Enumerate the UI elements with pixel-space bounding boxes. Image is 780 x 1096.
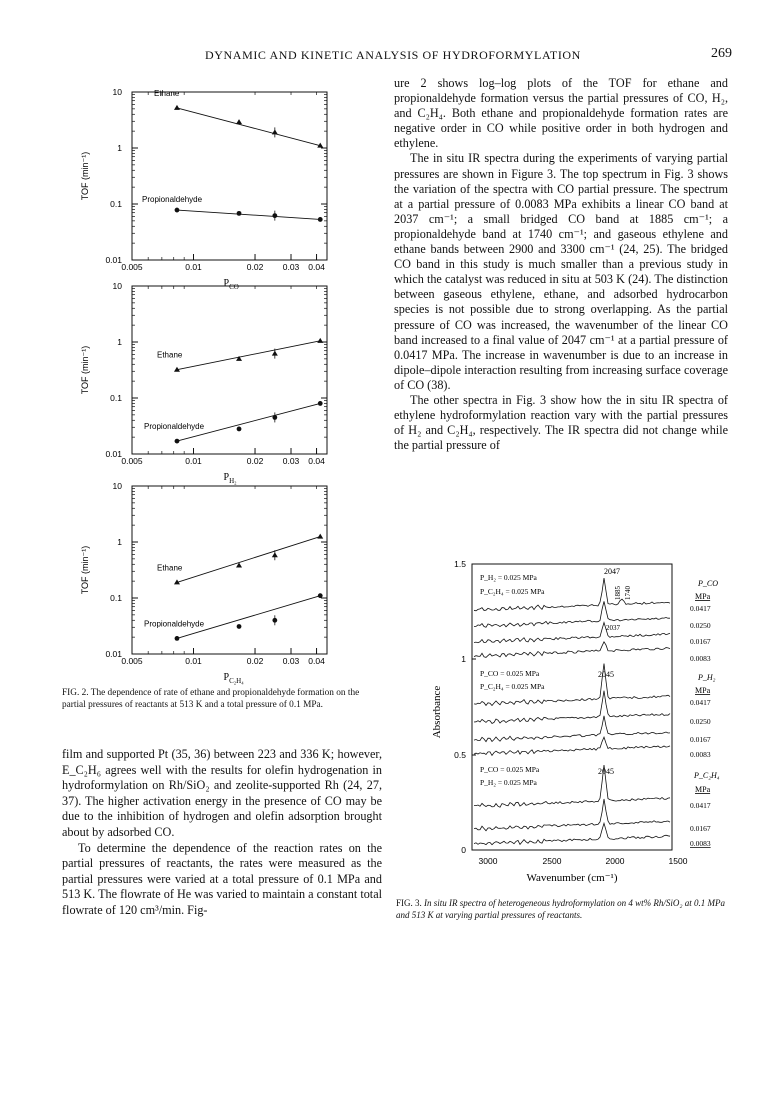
left-column-text: [62, 747, 382, 919]
data-point: [318, 217, 323, 222]
x-tick-label: 0.005: [121, 262, 143, 272]
series-line: [177, 210, 320, 219]
g3-level: 0.0083: [690, 839, 711, 848]
ir-spectrum-trace: [474, 601, 670, 627]
fig3-ytick: 0: [461, 845, 466, 855]
fig2-chart-svg: [72, 281, 362, 485]
fig3-xtick: 2500: [542, 856, 562, 866]
g2-level: 0.0250: [690, 717, 711, 726]
fig2-panel-co: [72, 87, 362, 291]
page-number: 269: [711, 46, 732, 61]
x-axis-label: $P_{H_2}$: [223, 472, 237, 485]
y-tick-label: 0.01: [105, 449, 122, 459]
data-point: [175, 439, 180, 444]
y-axis-label: TOF (min⁻¹): [80, 345, 90, 395]
running-title: DYNAMIC AND KINETIC ANALYSIS OF HYDROFORMYLATION: [205, 48, 581, 62]
data-point: [237, 624, 242, 629]
right-paragraph-1: ure 2 shows log–log plots of the TOF for ethane and propionaldehyde formation versus the partial pressures of CO, H₂, and C₂H₄. Both ethane and propionaldehyde formation rates are negative order in CO while positive order in both hydrogen and ethylene.: [394, 76, 728, 151]
series-label: Propionaldehyde: [144, 619, 205, 629]
x-tick-label: 0.005: [121, 456, 143, 466]
ir-spectrum-trace: [474, 642, 670, 658]
g2-level: 0.0167: [690, 735, 711, 744]
x-axis-label-sub: CO: [229, 283, 239, 291]
g1-level: 0.0083: [690, 654, 711, 663]
g3-cond1: P_CO = 0.025 MPa: [480, 765, 540, 774]
x-tick-label: 0.03: [282, 456, 300, 466]
x-axis-label-sub: C₂H₄: [229, 677, 244, 685]
fig3-xtick: 3000: [478, 856, 498, 866]
y-tick-label: 1: [117, 537, 122, 547]
series-label: Propionaldehyde: [144, 422, 205, 432]
fig3-ytick: 1: [461, 654, 466, 664]
series-label: Ethane: [157, 563, 183, 573]
fig3-caption-text: In situ IR spectra of heterogeneous hydroformylation on 4 wt% Rh/SiO₂ at 0.1 MPa and 513 K at varying partial pressures of reactants.: [396, 898, 725, 920]
fig2-panel-h2: [72, 281, 362, 485]
x-tick-label: 0.005: [121, 656, 143, 666]
series-label: Ethane: [154, 88, 180, 98]
g1-level: 0.0167: [690, 637, 711, 646]
fig3-spectra: [474, 578, 670, 845]
g1-peak: 2047: [604, 567, 620, 576]
y-tick-label: 0.1: [110, 393, 122, 403]
ir-spectrum-trace: [474, 623, 670, 643]
ir-spectrum-trace: [474, 716, 670, 742]
left-paragraph-1: film and supported Pt (35, 36) between 223 and 336 K; however, E_C₂H₆ agrees well with the results for olefin hydrogenation in hydroformylation on Rh/SiO₂ and zeolite-supported Rh (24, 27, 37). The higher activation energy in the presence of CO may be due to the inhibition of hydrogen and olefin adsorption brought about by adsorbed CO.: [62, 747, 382, 839]
data-point: [318, 593, 323, 598]
x-axis-label-sub: H₂: [229, 477, 237, 485]
fig3-ytick: 1.5: [454, 559, 466, 569]
ir-spectrum-trace: [474, 691, 670, 724]
fig3-ir-spectra: [428, 552, 758, 898]
data-point: [318, 401, 323, 406]
x-tick-label: 0.02: [246, 456, 264, 466]
data-point: [317, 534, 323, 539]
x-tick-label: 0.02: [246, 656, 264, 666]
data-point: [237, 211, 242, 216]
left-paragraph-2: To determine the dependence of the reaction rates on the partial pressures of reactants, the rates were measured as the partial pressures were varied at a total pressure of 0.1 MPa and 513 K. The flowrate of He was varied to maintain a constant total flowrate of 120 cm³/min. Fig-: [62, 840, 382, 917]
g3-level: 0.0167: [690, 824, 711, 833]
g2-unit: MPa: [695, 686, 711, 695]
right-column-text: [394, 76, 728, 453]
data-point: [237, 427, 242, 432]
fig3-ylabel: Absorbance: [431, 685, 443, 739]
g2-level: 0.0083: [690, 750, 711, 759]
g2-cond2: P_C₂H₄ = 0.025 MPa: [480, 682, 545, 691]
series-line: [177, 596, 320, 639]
y-tick-label: 1: [117, 143, 122, 153]
g1-level: 0.0417: [690, 604, 711, 613]
g1-peak2: 2037: [606, 624, 620, 632]
g2-level: 0.0417: [690, 698, 711, 707]
ir-spectrum-trace: [474, 823, 670, 844]
x-tick-label: 0.04: [308, 656, 325, 666]
g3-level: 0.0417: [690, 801, 711, 810]
g1-cond1: P_H₂ = 0.025 MPa: [480, 573, 537, 582]
data-point: [236, 119, 242, 124]
fig3-xtick: 1500: [668, 856, 688, 866]
series-label: Propionaldehyde: [142, 195, 203, 205]
fig3-frame: [472, 564, 672, 850]
g1-band-1885: 1885: [614, 586, 622, 600]
g2-peak: 2045: [598, 670, 614, 679]
series-line: [177, 341, 320, 370]
right-paragraph-3: The other spectra in Fig. 3 show how the in situ IR spectra of ethylene hydroformylation reaction vary with the partial pressures of H₂ and C₂H₄, respectively. The IR spectra did not change while the partial pressure of: [394, 392, 728, 453]
data-point: [317, 338, 323, 343]
g2-var: P_H₂: [698, 673, 716, 682]
fig3-ytick: 0.5: [454, 750, 466, 760]
fig2-caption-label: FIG. 2.: [62, 688, 89, 698]
y-tick-label: 0.01: [105, 649, 122, 659]
x-tick-label: 0.03: [282, 656, 300, 666]
x-tick-label: 0.03: [282, 262, 300, 272]
x-tick-label: 0.01: [185, 262, 202, 272]
fig2-chart-svg: [72, 87, 362, 291]
y-tick-label: 1: [117, 337, 122, 347]
x-tick-label: 0.04: [308, 456, 325, 466]
series-line: [177, 537, 320, 583]
fig2-caption-text: The dependence of rate of ethane and propionaldehyde formation on the partial pressures of reactants at 513 K and a total pressure of 0.1 MPa.: [62, 688, 360, 710]
y-tick-label: 10: [112, 87, 122, 97]
g3-cond2: P_H₂ = 0.025 MPa: [480, 778, 537, 787]
y-axis-label: TOF (min⁻¹): [80, 545, 90, 595]
y-tick-label: 0.1: [110, 199, 122, 209]
series-label: Ethane: [157, 350, 183, 360]
y-axis-label: TOF (min⁻¹): [80, 151, 90, 201]
x-tick-label: 0.01: [185, 656, 202, 666]
fig3-svg: [428, 552, 758, 898]
g1-var: P_CO: [698, 579, 718, 588]
x-tick-label: 0.02: [246, 262, 264, 272]
y-tick-label: 0.1: [110, 593, 122, 603]
x-tick-label: 0.01: [185, 456, 202, 466]
y-tick-label: 10: [112, 481, 122, 491]
g3-peak: 2045: [598, 767, 614, 776]
g1-level: 0.0250: [690, 621, 711, 630]
fig3-caption: [396, 898, 736, 922]
g1-cond2: P_C₂H₄ = 0.025 MPa: [480, 587, 545, 596]
fig3-caption-label: FIG. 3.: [396, 898, 422, 908]
fig3-xtick: 2000: [605, 856, 625, 866]
g3-unit: MPa: [695, 785, 711, 794]
y-tick-label: 10: [112, 281, 122, 291]
y-tick-label: 0.01: [105, 255, 122, 265]
data-point: [174, 105, 180, 110]
data-point: [175, 208, 180, 213]
fig3-xticks: [479, 856, 688, 866]
x-tick-label: 0.04: [308, 262, 325, 272]
g3-var: P_C₂H₄: [694, 771, 720, 780]
g1-unit: MPa: [695, 592, 711, 601]
right-paragraph-2: The in situ IR spectra during the experiments of varying partial pressures are shown in Figure 3. The top spectrum in Fig. 3 shows the variation of the spectra with CO partial pressure. The spectrum at a partial pressure of 0.0083 MPa exhibits a linear CO band at 2037 cm⁻¹; a small bridged CO band at 1885 cm⁻¹; a propionaldehyde band at 1740 cm⁻¹; and gaseous ethylene and ethane bands between 2900 and 3300 cm⁻¹ (24, 25). The bridged CO band in this study is much smaller than a previous study in which the catalyst was reduced in situ at 503 K (24). The distinction between gaseous ethylene, ethane, and adsorbed hydrocarbon species is not possible due to strong overlapping. As the partial pressure of CO was increased, the wavenumber of the linear CO band increased to a final value of 2047 cm⁻¹ at a partial pressure of 0.0417 MPa. The increase in wavenumber is due to an increase in dipole–dipole interaction resulting from increasing surface coverage of CO (38).: [394, 151, 728, 392]
x-axis-label: $P_{CO}$: [223, 278, 239, 291]
x-axis-label: $P_{C_2H_4}$: [223, 672, 244, 685]
g2-cond1: P_CO = 0.025 MPa: [480, 669, 540, 678]
ir-spectrum-trace: [474, 737, 670, 755]
fig3-xlabel: Wavenumber (cm⁻¹): [526, 872, 618, 884]
plot-frame: [132, 92, 327, 260]
fig3-yticks: [454, 559, 466, 855]
data-point: [175, 636, 180, 641]
series-line: [177, 108, 320, 146]
fig2-caption: [62, 687, 374, 711]
g1-band-1740: 1740: [624, 586, 632, 600]
